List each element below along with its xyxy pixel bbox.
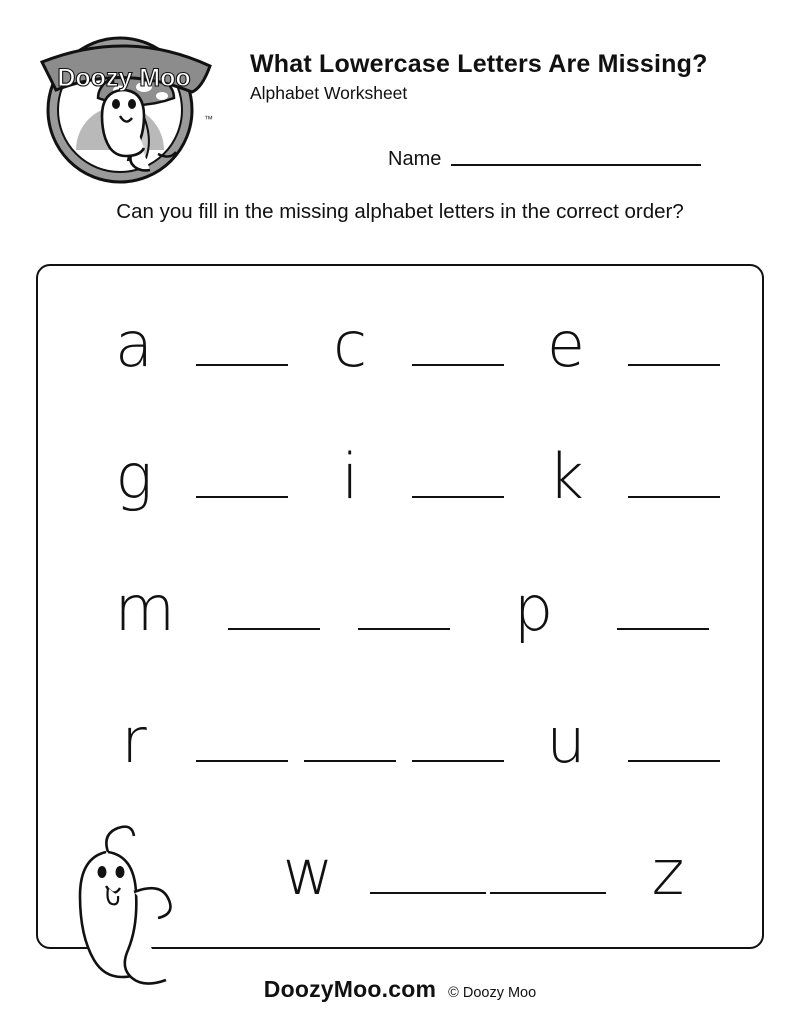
answer-blank-line[interactable] xyxy=(304,760,396,762)
blank-slot[interactable] xyxy=(620,364,728,380)
answer-blank-line[interactable] xyxy=(370,892,486,894)
answer-blank-line[interactable] xyxy=(617,628,709,630)
answer-blank-line[interactable] xyxy=(196,760,288,762)
answer-blank-line[interactable] xyxy=(628,364,720,366)
blank-slot[interactable] xyxy=(598,628,728,644)
name-input-line[interactable] xyxy=(451,164,701,166)
worksheet-row xyxy=(38,308,762,446)
answer-blank-line[interactable] xyxy=(196,496,288,498)
answer-blank-line[interactable] xyxy=(196,364,288,366)
alphabet-letter: p xyxy=(513,572,554,645)
answer-blank-line[interactable] xyxy=(358,628,450,630)
alphabet-letter: z xyxy=(651,836,685,909)
alphabet-letter: u xyxy=(546,704,586,777)
alphabet-letter: w xyxy=(282,836,334,909)
blank-slot[interactable] xyxy=(404,496,512,512)
alphabet-letter: g xyxy=(115,440,153,513)
alphabet-letter: i xyxy=(341,440,359,513)
blank-slot[interactable] xyxy=(188,496,296,512)
answer-blank-line[interactable] xyxy=(228,628,320,630)
blank-slot[interactable] xyxy=(620,496,728,512)
instruction-text: Can you fill in the missing alphabet letters in the correct order? xyxy=(116,200,684,223)
blank-slot[interactable] xyxy=(620,760,728,776)
alphabet-letter: c xyxy=(332,308,368,381)
brand-name: DoozyMoo.com xyxy=(263,976,437,1002)
copyright-text: © Doozy Moo xyxy=(448,985,537,1001)
blank-slot[interactable] xyxy=(368,892,488,908)
name-field-row xyxy=(388,148,701,171)
blank-slot[interactable] xyxy=(296,760,404,776)
answer-blank-line[interactable] xyxy=(412,760,504,762)
blank-slot[interactable] xyxy=(188,760,296,776)
answer-blank-line[interactable] xyxy=(412,496,504,498)
alphabet-letter: r xyxy=(121,704,147,777)
answer-blank-line[interactable] xyxy=(490,892,606,894)
blank-slot[interactable] xyxy=(488,892,608,908)
title-block xyxy=(250,50,772,104)
blank-slot[interactable] xyxy=(404,760,512,776)
page-subtitle: Alphabet Worksheet xyxy=(250,82,408,103)
page-header xyxy=(28,28,772,188)
alphabet-letter: a xyxy=(115,308,153,381)
svg-text:Doozy Moo: Doozy Moo xyxy=(57,64,191,92)
blank-slot[interactable] xyxy=(210,628,340,644)
doozy-moo-mascot-icon xyxy=(48,822,198,997)
page-title: What Lowercase Letters Are Missing? xyxy=(250,50,708,78)
answer-blank-line[interactable] xyxy=(628,496,720,498)
answer-blank-line[interactable] xyxy=(412,364,504,366)
page-footer xyxy=(0,976,800,1003)
alphabet-letter: m xyxy=(114,572,175,645)
name-label: Name xyxy=(388,148,442,170)
doozy-moo-logo-icon xyxy=(36,32,214,202)
alphabet-letter: k xyxy=(548,440,584,513)
trademark-symbol: ™ xyxy=(204,114,213,124)
answer-blank-line[interactable] xyxy=(628,760,720,762)
worksheet-row xyxy=(38,440,762,578)
blank-slot[interactable] xyxy=(188,364,296,380)
blank-slot[interactable] xyxy=(339,628,469,644)
alphabet-letter: e xyxy=(546,308,586,381)
worksheet-row xyxy=(38,572,762,710)
blank-slot[interactable] xyxy=(404,364,512,380)
